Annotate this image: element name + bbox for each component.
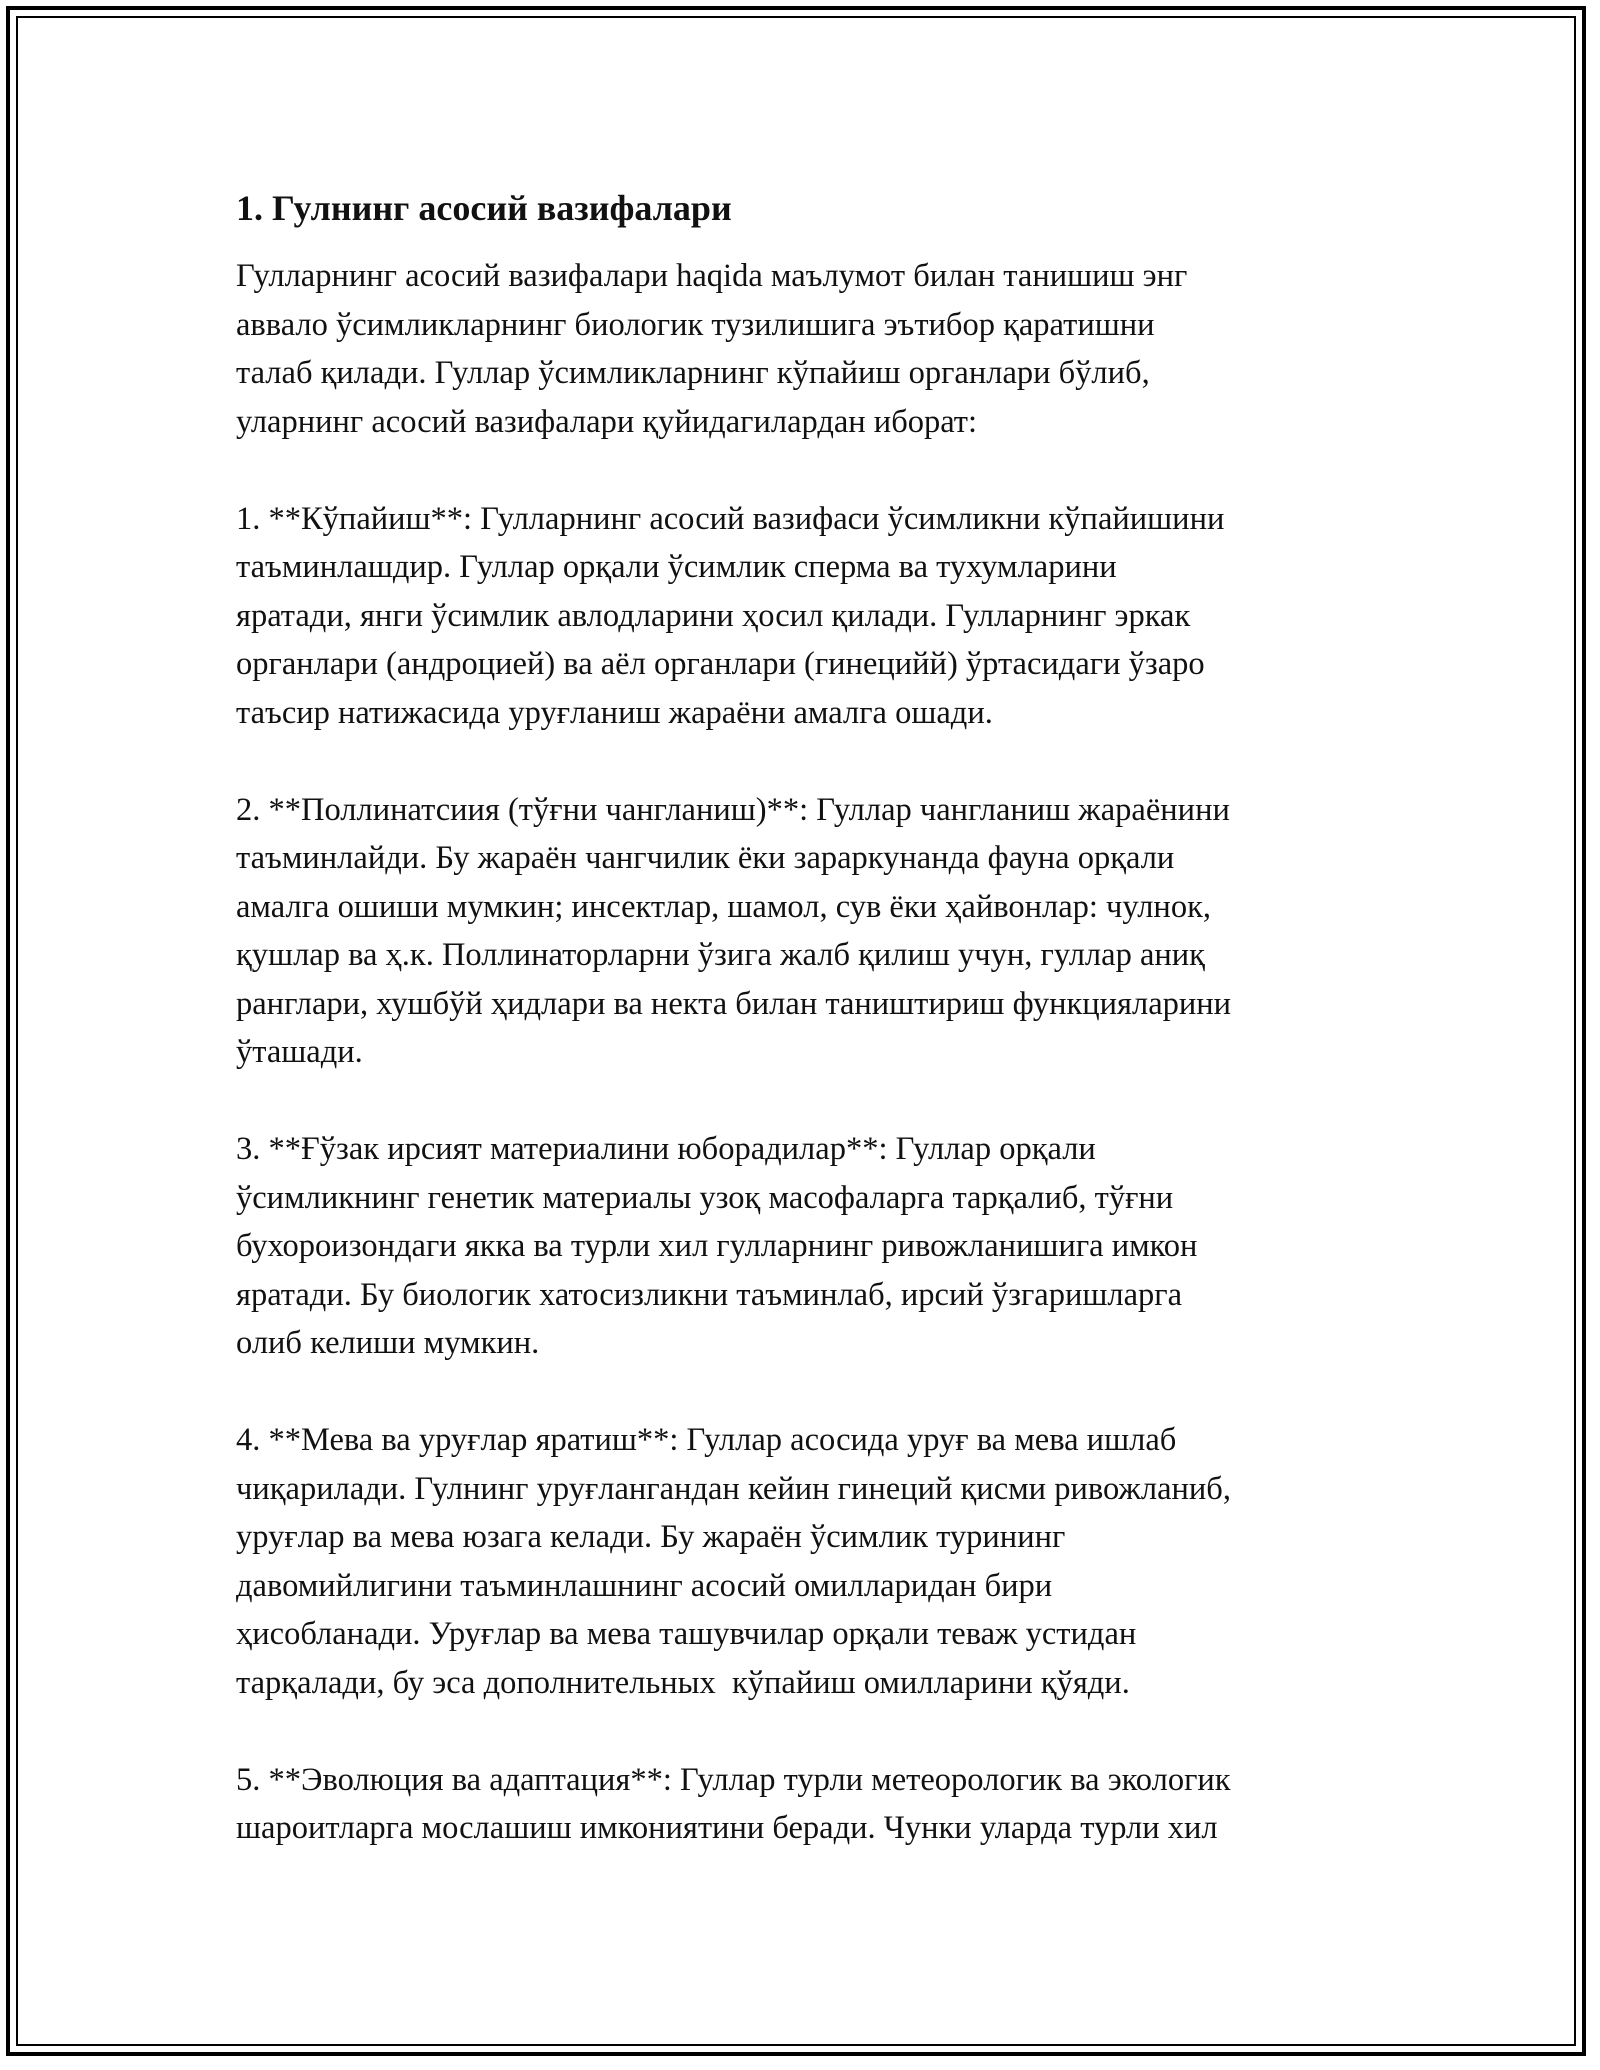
- document-body: [236, 184, 1386, 1901]
- item-5-evolution: 5. **Эволюция ва адаптация**: Гуллар турли метеорологик ва экологик шароитларга мослашиш имкониятини беради. Чунки уларда турли хил: [236, 1761, 1231, 1846]
- item-1-reproduction: 1. **Кўпайиш**: Гулларнинг асосий вазифаси ўсимликни кўпайишини таъминлашдир. Гуллар орқали ўсимлик сперма ва тухумларини яратади, янги ўсимлик авлодларини ҳосил қилади. Гулларнинг эркак органлари (андроцией) ва аёл органлари (гинецийй) ўртасидаги ўзаро таъсир натижасида уруғланиш жараёни амалга ошади.: [236, 500, 1225, 731]
- item-2-pollination: 2. **Поллинатсиия (тўғни чангланиш)**: Гуллар чангланиш жараёнини таъминлайди. Бу жараён чангчилик ёки зараркунанда фауна орқали амалга ошиши мумкин; инсектлар, шамол, сув ёки ҳайвонлар: чулнок, қушлар ва ҳ.к. Поллинаторларни ўзига жалб қилиш учун, гуллар аниқ ранглари, хушбўй ҳидлари ва некта билан таништириш функцияларини ўташади.: [236, 791, 1232, 1070]
- item-3-genetic-material: 3. **Ғўзак ирсият материалини юборадилар**: Гуллар орқали ўсимликнинг генетик материалы узоқ масофаларга тарқалиб, тўғни бухороизондаги якка ва турли хил гулларнинг ривожланишига имкон яратади. Бу биологик хатосизликни таъминлаб, ирсий ўзгаришларга олиб келиши мумкин.: [236, 1131, 1198, 1361]
- intro-paragraph: Гулларнинг асосий вазифалари haqida маълумот билан танишиш энг аввало ўсимликларнинг биологик тузилишига эътибор қаратишни талаб қилади. Гуллар ўсимликларнинг кўпайиш органлари бўлиб, уларнинг асосий вазифалари қуйидагилардан иборат:: [236, 258, 1188, 440]
- item-4-fruit-seeds: 4. **Мева ва уруғлар яратиш**: Гуллар асосида уруғ ва мева ишлаб чиқарилади. Гулнинг уруғлангандан кейин гинеций қисми ривожланиб, уруғлар ва мева юзага келади. Бу жараён ўсимлик турининг давомийлигини таъминлашнинг асосий омилларидан бири ҳисобланади. Уруғлар ва мева ташувчилар орқали теваж устидан тарқалади, бу эса дополнительных кўпайиш омилларини қўяди.: [236, 1422, 1231, 1701]
- section-heading: 1. Гулнинг асосий вазифалари: [236, 188, 732, 228]
